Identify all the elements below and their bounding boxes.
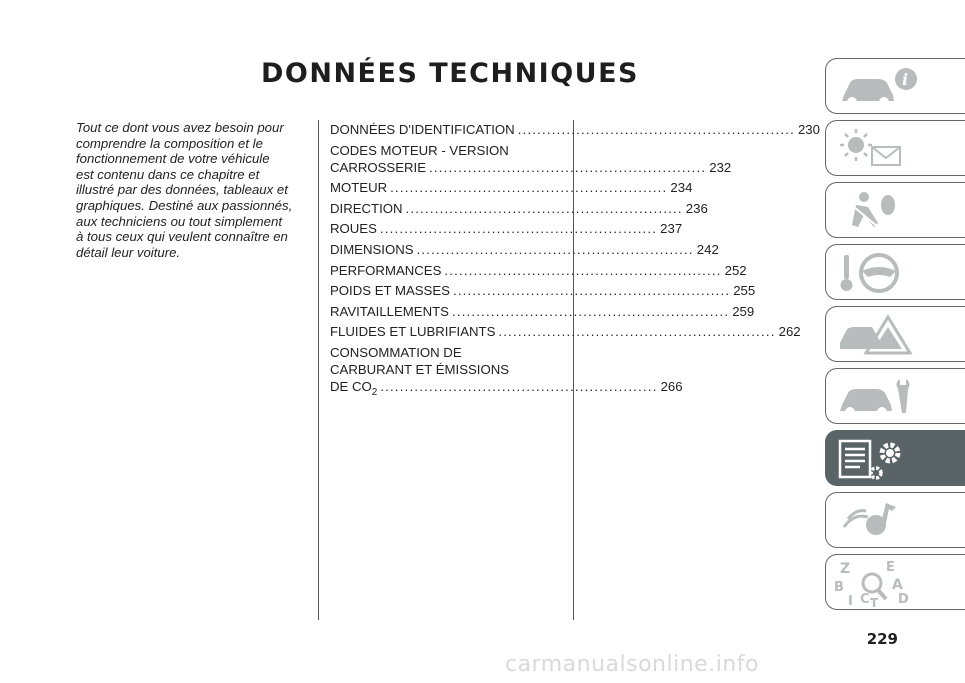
toc-page-number: 237: [660, 221, 683, 237]
toc-page-number: 262: [778, 324, 801, 340]
intro-line: détail leur voiture.: [76, 244, 181, 260]
toc-item-fuel-consumption[interactable]: CONSOMMATION DE CARBURANT ET ÉMISSIONS DE $CO_2$ ......................................................... 266: [330, 344, 562, 401]
intro-line: est contenu dans ce chapitre et: [76, 166, 260, 182]
co2-subscript: 2: [371, 386, 378, 398]
tab-index[interactable]: [825, 554, 965, 610]
intro-line: graphiques. Destiné aux passionnés,: [76, 197, 293, 213]
intro-line: illustré par des données, tableaux et: [76, 182, 288, 198]
toc-page-number: 242: [696, 241, 719, 257]
watermark: carmanualsonline.info: [505, 652, 759, 677]
tab-warning-lights[interactable]: [825, 120, 965, 176]
svg-text:B: B: [834, 580, 844, 595]
toc-label: CODES MOTEUR - VERSION: [330, 142, 509, 158]
tab-technical-data[interactable]: [825, 430, 965, 486]
column-divider-left: [318, 120, 319, 620]
toc-label: DE $CO_2$: [330, 378, 378, 398]
toc-item-steering[interactable]: DIRECTION ......................................................... 236: [330, 200, 708, 216]
intro-line: à tous ceux qui veulent connaître en: [76, 229, 288, 245]
alphabetical-index-icon: [834, 559, 934, 610]
toc-label: PERFORMANCES: [330, 262, 442, 278]
multimedia-icon: [834, 497, 934, 545]
toc-page-number: 234: [670, 180, 693, 196]
svg-text:Z: Z: [840, 561, 851, 577]
chapter-intro: [76, 120, 308, 260]
table-of-contents: [330, 121, 820, 405]
car-emergency-icon: [834, 311, 934, 359]
toc-item-weights[interactable]: POIDS ET MASSES ......................................................... 255: [330, 283, 756, 299]
toc-item-refuelling[interactable]: RAVITAILLEMENTS ......................................................... 259: [330, 303, 755, 319]
toc-page-number: 230: [797, 122, 820, 137]
toc-label: CARROSSERIE: [330, 159, 426, 175]
car-info-icon: [834, 63, 934, 111]
toc-item-dimensions[interactable]: DIMENSIONS ......................................................... 242: [330, 241, 719, 257]
tab-safety[interactable]: [825, 182, 965, 238]
svg-text:A: A: [892, 577, 903, 593]
svg-text:i: i: [902, 70, 909, 89]
toc-page-number: 255: [733, 283, 756, 299]
toc-page-number: 266: [660, 378, 683, 394]
toc-page-number: 259: [732, 303, 755, 319]
tab-emergency[interactable]: [825, 306, 965, 362]
toc-label: POIDS ET MASSES: [330, 283, 450, 299]
svg-text:I: I: [848, 594, 853, 609]
toc-page-number: 232: [709, 159, 732, 175]
toc-item-performance[interactable]: PERFORMANCES ......................................................... 252: [330, 262, 747, 278]
toc-page-number: 236: [685, 200, 708, 216]
svg-text:C: C: [860, 592, 870, 607]
toc-item-engine[interactable]: MOTEUR ......................................................... 234: [330, 180, 693, 196]
toc-label: DIMENSIONS: [330, 241, 414, 257]
toc-label: DONNÉES D'IDENTIFICATION: [330, 122, 515, 137]
toc-item-identification[interactable]: DONNÉES D'IDENTIFICATION ......................................................... 230: [330, 122, 820, 137]
tab-car-info[interactable]: [825, 58, 965, 114]
svg-text:E: E: [886, 560, 895, 575]
car-maintenance-icon: [834, 373, 934, 421]
intro-line: aux techniciens ou tout simplement: [76, 213, 282, 229]
toc-label: CARBURANT ET ÉMISSIONS: [330, 361, 510, 377]
steering-wheel-key-icon: [834, 249, 934, 297]
toc-item-engine-codes[interactable]: CODES MOTEUR - VERSION CARROSSERIE ......................................................... 232: [330, 142, 732, 175]
toc-label: RAVITAILLEMENTS: [330, 303, 449, 319]
page-title: DONNÉES TECHNIQUES: [261, 58, 639, 89]
toc-item-fluids[interactable]: FLUIDES ET LUBRIFIANTS ......................................................... 262: [330, 324, 801, 340]
toc-label: CONSOMMATION DE: [330, 344, 462, 360]
tab-maintenance[interactable]: [825, 368, 965, 424]
tab-starting-driving[interactable]: [825, 244, 965, 300]
toc-label: ROUES: [330, 221, 377, 237]
tab-multimedia[interactable]: [825, 492, 965, 548]
intro-line: fonctionnement de votre véhicule: [76, 151, 270, 167]
warning-lights-icon: [834, 125, 934, 173]
toc-item-wheels[interactable]: ROUES ......................................................... 237: [330, 221, 683, 237]
page-number: 229: [866, 630, 898, 648]
toc-label: MOTEUR: [330, 180, 388, 196]
toc-label: DIRECTION: [330, 200, 403, 216]
toc-label: FLUIDES ET LUBRIFIANTS: [330, 324, 496, 340]
svg-text:D: D: [898, 592, 909, 607]
intro-line: Tout ce dont vous avez besoin pour: [76, 120, 284, 135]
technical-data-icon: [834, 435, 934, 483]
airbag-seat-icon: [834, 187, 934, 235]
intro-line: comprendre la composition et le: [76, 135, 263, 151]
toc-page-number: 252: [724, 262, 747, 278]
svg-text:T: T: [870, 596, 879, 610]
